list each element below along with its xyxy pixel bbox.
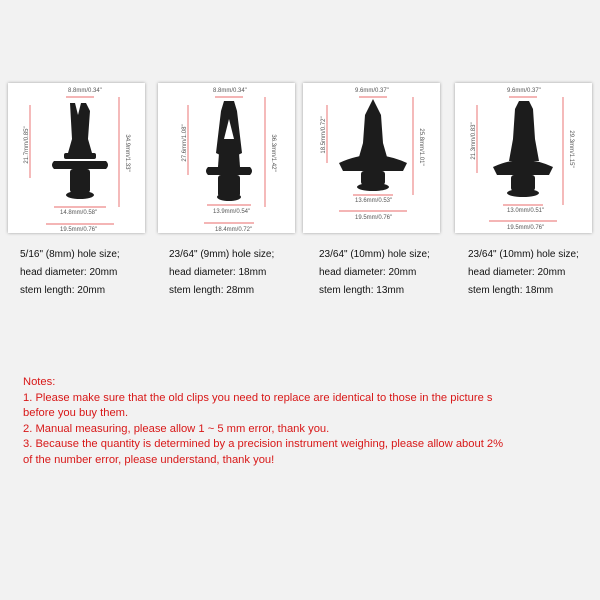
clip-diagram-2 — [158, 83, 295, 233]
dim-top-width: 9.6mm/0.37" — [355, 88, 389, 94]
head-diameter: head diameter: 20mm — [468, 267, 566, 278]
product-image-1 — [8, 83, 145, 233]
dim-side-height: 21.7mm/0.85" — [24, 126, 30, 164]
spec-block-2 — [169, 246, 309, 300]
dim-head-width: 13.0mm/0.51" — [507, 208, 545, 214]
spec-block-1 — [20, 246, 160, 300]
head-diameter: head diameter: 20mm — [20, 267, 118, 278]
product-image-3 — [303, 83, 440, 233]
note-item-2: 2. Manual measuring, please allow 1 ~ 5 mm error, thank you. — [23, 422, 330, 435]
push-clip-shape-4 — [493, 101, 553, 197]
push-clip-shape-2 — [206, 101, 252, 201]
head-diameter: head diameter: 20mm — [319, 267, 417, 278]
dim-side-height: 27.6mm/1.08" — [182, 124, 188, 162]
clip-diagram-3 — [303, 83, 440, 233]
dim-side-height: 18.5mm/0.72" — [321, 116, 327, 154]
hole-size: 23/64" (9mm) hole size; — [169, 249, 275, 260]
product-image-2 — [158, 83, 295, 233]
dim-total-height: 34.9mm/1.33" — [124, 134, 130, 172]
stem-length: stem length: 18mm — [468, 285, 554, 296]
dim-total-height: 25.8mm/1.01" — [418, 128, 424, 166]
stem-length: stem length: 20mm — [20, 285, 106, 296]
clip-diagram-1 — [8, 83, 145, 233]
head-diameter: head diameter: 18mm — [169, 267, 267, 278]
product-image-4 — [455, 83, 592, 233]
note-item-3: 3. Because the quantity is determined by a precision instrument weighing, please allow about 2% of the number error, please understand, thank you! — [23, 438, 504, 466]
dim-total-height: 29.3mm/1.15" — [568, 130, 574, 168]
dim-top-width: 8.8mm/0.34" — [68, 88, 102, 94]
note-item-1: 1. Please make sure that the old clips you need to replace are identical to those in the picture s before you buy them. — [23, 391, 493, 419]
clip-diagram-4 — [455, 83, 592, 233]
dim-side-height: 21.3mm/0.83" — [471, 122, 477, 160]
stem-length: stem length: 28mm — [169, 285, 255, 296]
hole-size: 23/64" (10mm) hole size; — [319, 249, 430, 260]
notes-section — [23, 375, 583, 468]
dim-head-width: 13.6mm/0.53" — [355, 198, 393, 204]
stem-length: stem length: 13mm — [319, 285, 405, 296]
dim-base-width: 19.5mm/0.76" — [355, 215, 393, 221]
dim-head-width: 14.8mm/0.58" — [60, 210, 98, 216]
dim-head-width: 13.9mm/0.54" — [213, 209, 251, 215]
notes-title: Notes: — [23, 376, 56, 388]
hole-size: 23/64" (10mm) hole size; — [468, 249, 579, 260]
spec-block-3 — [319, 246, 459, 300]
dim-total-height: 36.3mm/1.42" — [270, 134, 276, 172]
dim-base-width: 19.5mm/0.76" — [507, 225, 545, 231]
dim-base-width: 18.4mm/0.72" — [215, 227, 253, 233]
dim-top-width: 9.6mm/0.37" — [507, 88, 541, 94]
hole-size: 5/16" (8mm) hole size; — [20, 249, 120, 260]
push-clip-shape-1 — [52, 103, 108, 199]
spec-block-4 — [468, 246, 600, 300]
push-clip-shape-3 — [339, 99, 407, 191]
dim-top-width: 8.8mm/0.34" — [213, 88, 247, 94]
dim-base-width: 19.5mm/0.76" — [60, 227, 98, 233]
